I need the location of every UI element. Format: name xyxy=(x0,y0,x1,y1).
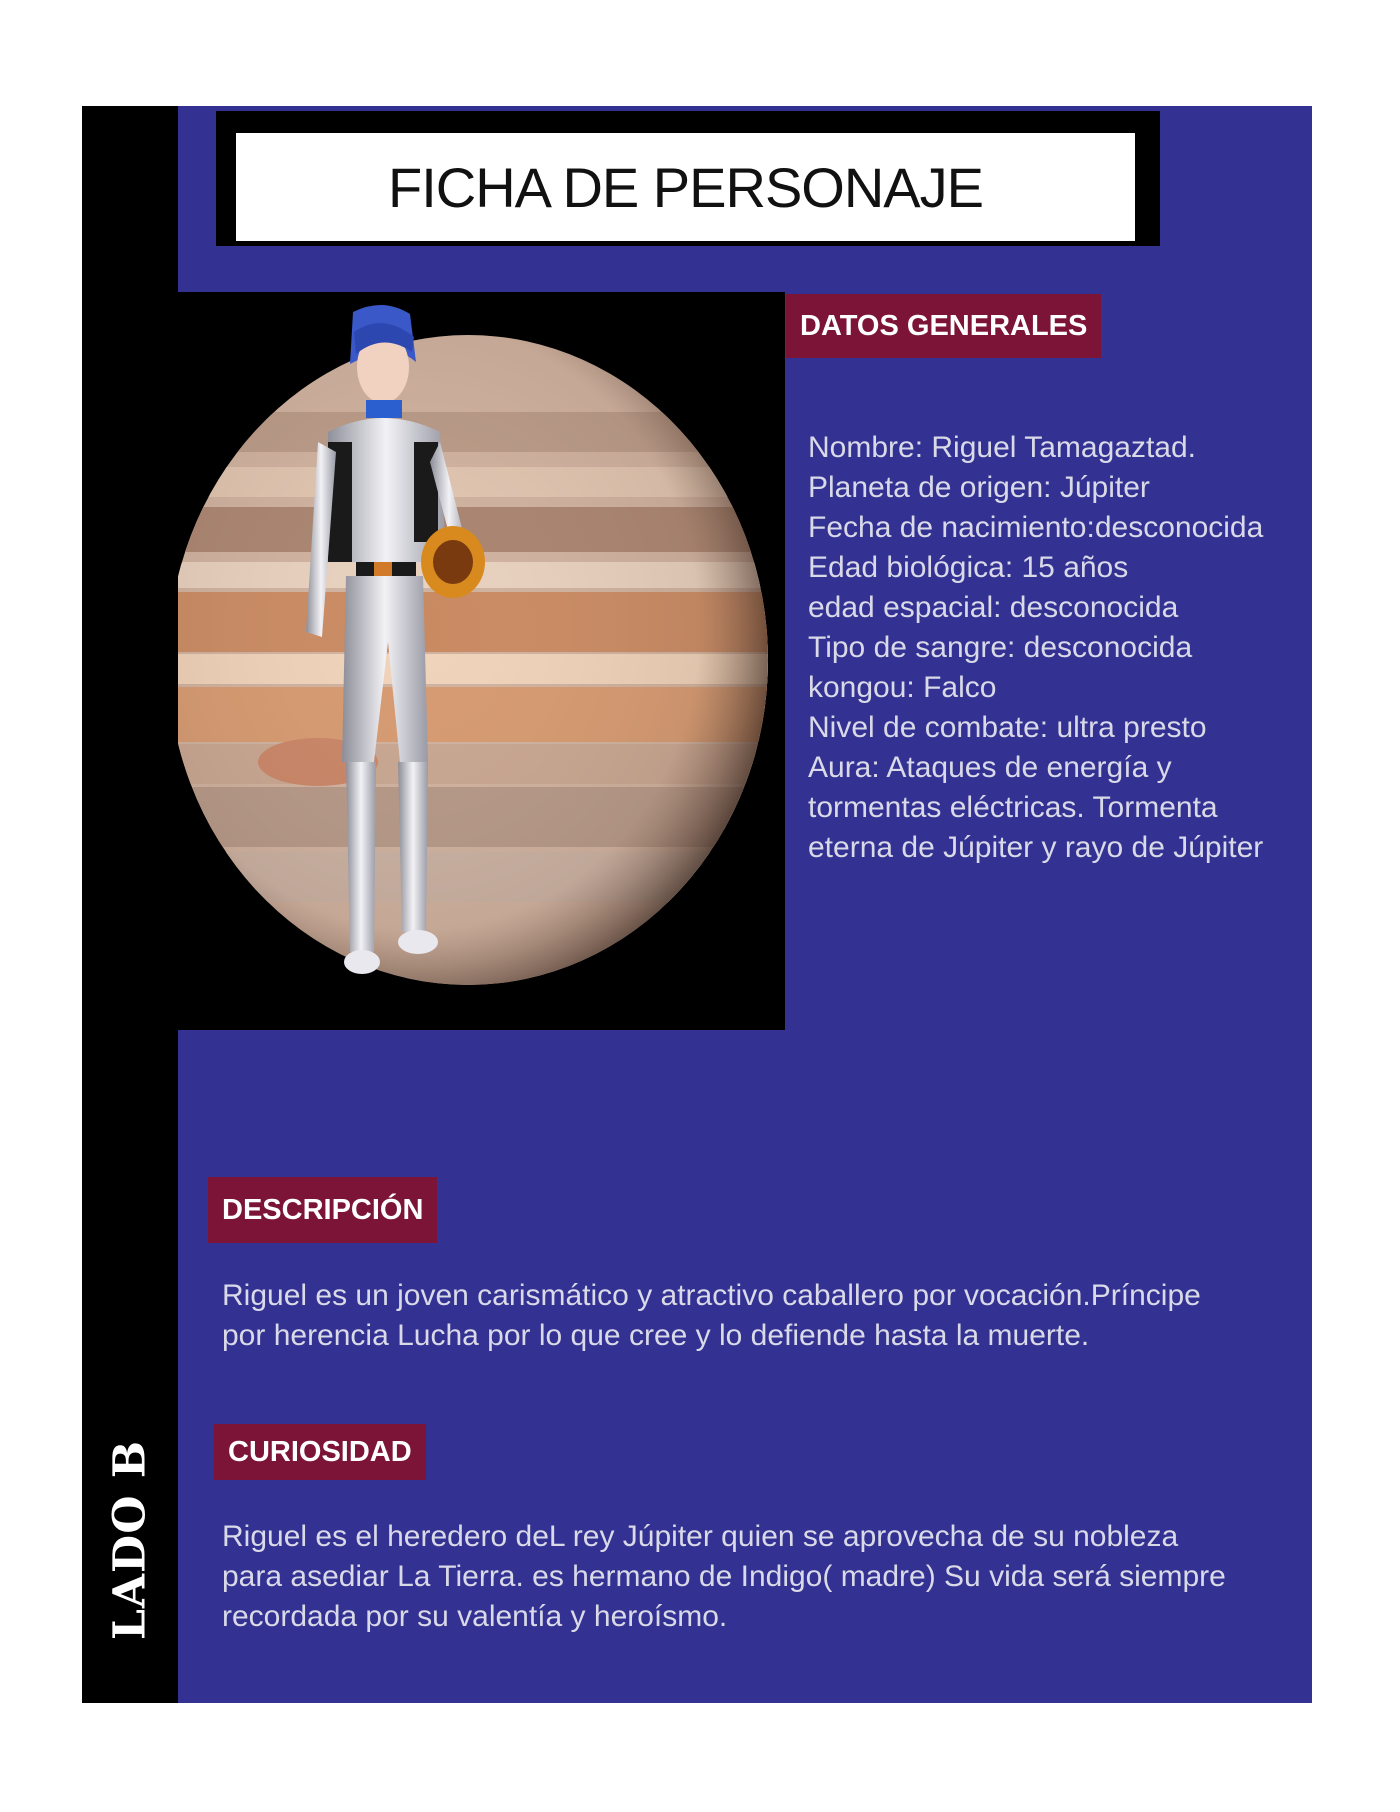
datos-line: Aura: Ataques de energía y xyxy=(808,751,1172,784)
datos-line: Tipo de sangre: desconocida xyxy=(808,631,1193,664)
page-title: FICHA DE PERSONAJE xyxy=(387,155,984,219)
descripcion-line: Riguel es un joven carismático y atractivo caballero por vocación.Príncipe xyxy=(222,1279,1201,1312)
title-box xyxy=(236,133,1135,241)
descripcion-text xyxy=(222,1276,1292,1356)
datos-line: eterna de Júpiter y rayo de Júpiter xyxy=(808,831,1264,864)
side-label: LADO B xyxy=(104,1439,156,1641)
datos-line: Fecha de nacimiento:desconocida xyxy=(808,511,1264,544)
datos-line: tormentas eléctricas. Tormenta xyxy=(808,791,1218,824)
curiosidad-line: recordada por su valentía y heroísmo. xyxy=(222,1600,728,1633)
descripcion-heading: DESCRIPCIÓN xyxy=(208,1177,437,1243)
character-illustration xyxy=(178,292,785,1030)
datos-line: Nivel de combate: ultra presto xyxy=(808,711,1207,744)
datos-line: edad espacial: desconocida xyxy=(808,591,1179,624)
jupiter-planet xyxy=(178,332,785,992)
curiosidad-line: Riguel es el heredero deL rey Júpiter quien se aprovecha de su nobleza xyxy=(222,1520,1179,1553)
curiosidad-line: para asediar La Tierra. es hermano de Indigo( madre) Su vida será siempre xyxy=(222,1560,1226,1593)
curiosidad-text xyxy=(222,1517,1292,1637)
curiosidad-heading: CURIOSIDAD xyxy=(214,1424,426,1480)
datos-line: Nombre: Riguel Tamagaztad. xyxy=(808,431,1196,464)
datos-line: Planeta de origen: Júpiter xyxy=(808,471,1150,504)
datos-line: kongou: Falco xyxy=(808,671,997,704)
datos-generales-heading: DATOS GENERALES xyxy=(786,294,1101,358)
datos-line: Edad biológica: 15 años xyxy=(808,551,1129,584)
descripcion-line: por herencia Lucha por lo que cree y lo defiende hasta la muerte. xyxy=(222,1319,1090,1352)
datos-generales-list xyxy=(808,428,1308,868)
